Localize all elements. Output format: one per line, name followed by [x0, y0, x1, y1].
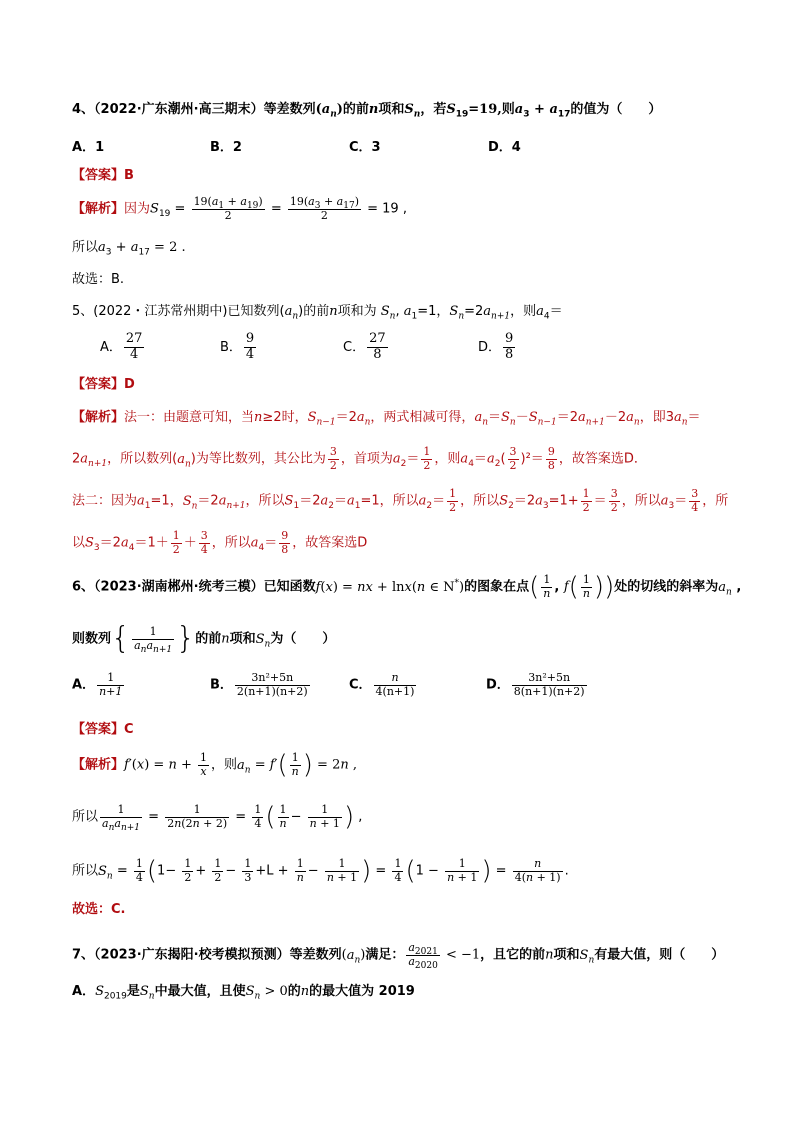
- q6-stem-line2: 则数列{ $\frac{1}{a_na_{n+1}}$ }的前n项和$S_n$为（ ）: [72, 621, 336, 656]
- q5-method1-line2: $2a_{n+1}$，所以数列$(a_n)$为等比数列，其公比为 $\frac{3}{2}$ ，首项为$a_2=$ $\frac{1}{2}$ ，则$a_4=a_2$( $\frac{3}{2}$ )²＝ $\frac{9}{8}$ ，故答案选D．: [72, 445, 647, 472]
- q5-answer: 【答案】D: [72, 377, 135, 392]
- q4-conclusion: 故选：B.: [72, 272, 125, 287]
- q4-option-d: D．4: [488, 140, 521, 155]
- q6-analysis-line1: 【解析】f′(x) = n + $\frac{1}{x}$ ，则$a_n = f'$( $\frac{1}{n}$ ) = 2n ,: [72, 750, 357, 781]
- q6-conclusion: 故选：C.: [72, 902, 126, 917]
- q4-option-b: B．2: [210, 140, 242, 155]
- q4-analysis: 【解析】因为$S_{19}$ = $\frac{19(a_1 + a_{19})}{2}$ = $\frac{19(a_3 + a_{17})}{2}$ = 19 ,: [72, 195, 407, 222]
- q6-analysis-line3: 所以$S_n$ = $\frac{1}{4}$ (1− $\frac{1}{2}$ + $\frac{1}{2}$ − $\frac{1}{3}$ +L + $\frac{1}{n}$ − $\frac{1}{n + 1}$ ) = $\frac{1}{4}$ (1 − $\frac{1}{n + 1}$ ) = $\frac{n}{4(n + 1)}$ .: [72, 856, 569, 887]
- q5-stem: 5、(2022・江苏常州期中)已知数列$(a_n)$的前n项和为 $S_n$, $a_1=1$，$S_n=2a_{n+1}$，则$a_4=$: [72, 304, 563, 322]
- q7-option-a: A．$S_{2019}$是$S_n$中最大值，且使$S_n > 0$的n的最大值为 2019: [72, 984, 415, 1002]
- q6-option-d: D． $\frac{\text{3n²+5n}}{8(n+1)(n+2)}$: [486, 671, 585, 698]
- q6-answer: 【答案】C: [72, 722, 134, 737]
- q6-option-a: A． $\frac{1}{n+1}$: [72, 671, 123, 698]
- q4-stem: 4、（2022·广东潮州·高三期末）等差数列$(a_n)$的前n项和$S_n$，若$S_{19}=19$,则$a_3 + a_{17}$的值为（ ）: [72, 102, 662, 120]
- q5-method2-line1: 法二：因为$a_1=1$，$S_n=2a_{n+1}$，所以$S_1=2a_2=a_1=1$，所以$a_2=$ $\frac{1}{2}$ ，所以$S_2=2a_3=1+$ $\frac{1}{2}$ ＝ $\frac{3}{2}$ ，所以$a_3=$ $\frac{3}{4}$ ，所: [72, 487, 729, 514]
- q4-option-c: C．3: [349, 140, 381, 155]
- q6-option-b: B． $\frac{\text{3n²+5n}}{2(n+1)(n+2)}$: [210, 671, 308, 698]
- q7-stem: 7、（2023·广东揭阳·校考模拟预测）等差数列$(a_n)$满足： $\frac{a_{2021}}{a_{2020}}$ < −1，且它的前n项和$S_n$有最大值，则（ ）: [72, 941, 725, 971]
- q6-analysis-line2: 所以 $\frac{1}{a_na_{n+1}}$ = $\frac{1}{2n(2n + 2)}$ = $\frac{1}{4}$ ( $\frac{1}{n}$ − $\frac{1}{n + 1}$ ) ,: [72, 802, 363, 833]
- q5-option-c: C． $\frac{27}{8}$: [343, 331, 386, 362]
- q4-option-a: A．1: [72, 140, 105, 155]
- q6-option-c: C． $\frac{n}{4(n+1)}$: [349, 671, 415, 698]
- q6-stem: 6、（2023·湖南郴州·统考三模）已知函数f(x) = nx + lnx(n ∈ N*)的图象在点( $\frac{1}{n}$ , f( $\frac{1}{n}$ ))处的切线的斜率为$a_n$ ,: [72, 572, 742, 603]
- q5-option-a: A． $\frac{27}{4}$: [100, 331, 143, 362]
- q5-option-b: B． $\frac{9}{4}$: [220, 331, 255, 362]
- q4-analysis-line2: 所以$a_3 + a_{17} = 2$ .: [72, 240, 186, 258]
- q5-method1-line1: 【解析】法一：由题意可知，当n≥2时，$S_{n-1}=2a_n$，两式相减可得，$a_n=S_n-S_{n-1}=2a_{n+1}-2a_n$，即$3a_n=$: [72, 410, 701, 428]
- q5-option-d: D． $\frac{9}{8}$: [478, 331, 514, 362]
- q5-method2-line2: 以$S_3=2a_4=1+$ $\frac{1}{2}$ ＋ $\frac{3}{4}$ ，所以$a_4=$ $\frac{9}{8}$ ，故答案选D: [72, 529, 368, 556]
- q4-answer: 【答案】B: [72, 168, 134, 183]
